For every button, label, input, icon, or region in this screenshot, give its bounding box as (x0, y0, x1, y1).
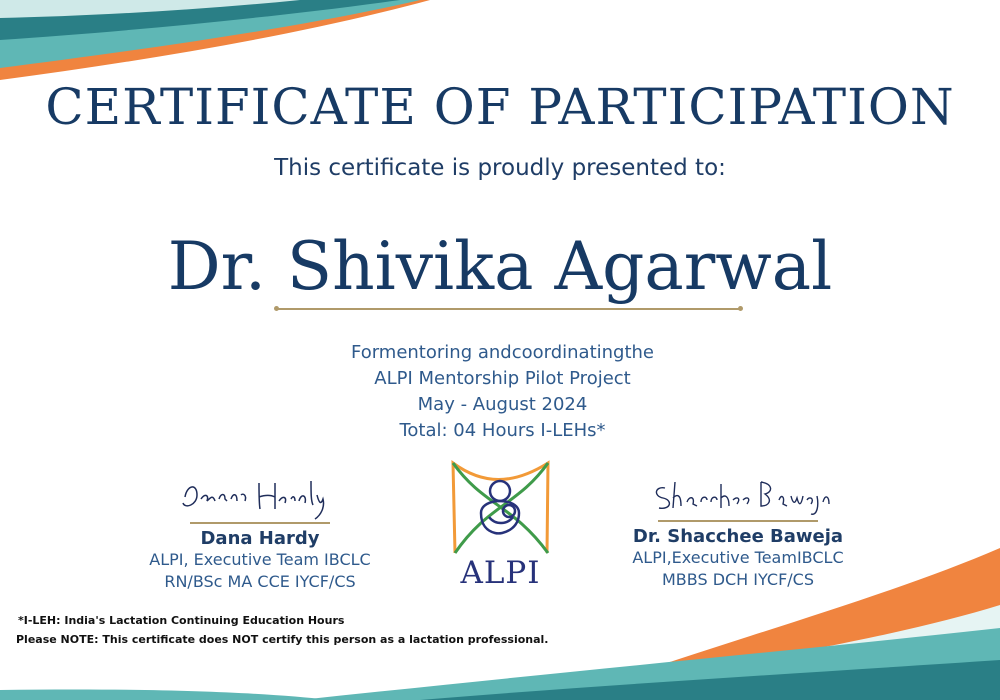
signatory-credentials: RN/BSc MA CCE IYCF/CS (164, 572, 356, 591)
description-line: Formentoring andcoordinatingthe (350, 342, 655, 363)
alpi-logo (443, 455, 558, 595)
signatory-credentials: MBBS DCH IYCF/CS (661, 570, 815, 589)
logo-text: ALPI (460, 555, 541, 591)
signatory-name: Dr. Shacchee Baweja (632, 526, 844, 547)
certificate-description (0, 340, 1000, 444)
description-line: ALPI Mentorship Pilot Project (374, 368, 631, 389)
signatory-right (618, 476, 858, 591)
recipient-name: Dr. Shivika Agarwal (167, 228, 833, 305)
certificate-title: CERTIFICATE OF PARTICIPATION (45, 78, 955, 136)
footnote-definition: *I-LEH: India's Lactation Continuing Education Hours (18, 614, 345, 627)
recipient-underline (277, 308, 740, 310)
description-line: May - August 2024 (417, 394, 588, 415)
signature-line (190, 522, 330, 524)
signatory-left (140, 475, 380, 593)
disclaimer-note: Please NOTE: This certificate does NOT certify this person as a lactation professional. (16, 633, 549, 646)
signature-dana-hardy (175, 475, 345, 520)
signatory-name: Dana Hardy (200, 528, 320, 549)
certificate-subtitle: This certificate is proudly presented to: (274, 155, 726, 181)
description-line: Total: 04 Hours I-LEHs* (399, 420, 606, 441)
signature-shacchee-baweja (643, 476, 833, 518)
signatory-title: ALPI, Executive Team IBCLC (149, 550, 371, 569)
signatory-title: ALPI,Executive TeamIBCLC (632, 548, 844, 567)
bottom-wave-teal-left (0, 689, 330, 700)
signature-line (658, 520, 818, 522)
mother-child-logo-icon (443, 455, 558, 560)
